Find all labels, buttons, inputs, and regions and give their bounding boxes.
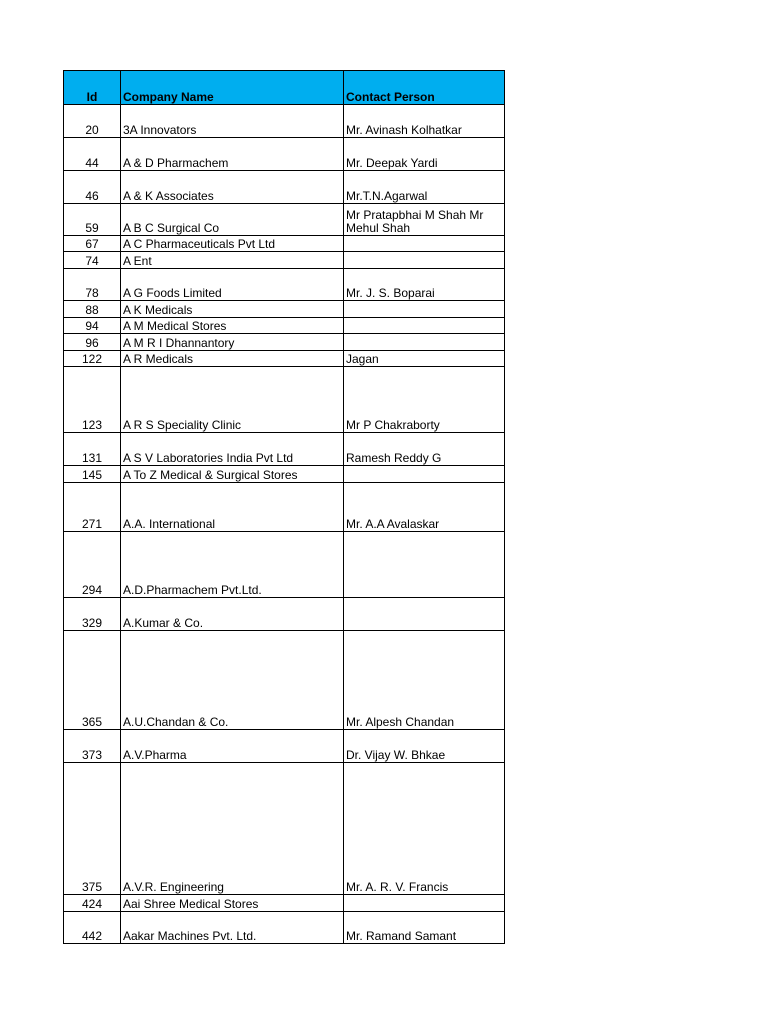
header-id: Id xyxy=(64,71,121,105)
cell-id: 271 xyxy=(64,483,121,532)
cell-company: Aai Shree Medical Stores xyxy=(121,895,344,912)
cell-id: 373 xyxy=(64,730,121,763)
table-row xyxy=(64,598,505,631)
cell-id: 424 xyxy=(64,895,121,912)
cell-company: A C Pharmaceuticals Pvt Ltd xyxy=(121,236,344,252)
cell-company: A.V.R. Engineering xyxy=(121,763,344,895)
table-row xyxy=(64,912,505,944)
cell-contact: Mr P Chakraborty xyxy=(344,367,505,433)
cell-company: A.Kumar & Co. xyxy=(121,598,344,631)
cell-contact: Mr. J. S. Boparai xyxy=(344,269,505,301)
cell-contact xyxy=(344,532,505,598)
cell-contact: Mr. Deepak Yardi xyxy=(344,138,505,171)
cell-company: A & K Associates xyxy=(121,171,344,204)
cell-company: Aakar Machines Pvt. Ltd. xyxy=(121,912,344,944)
table-row xyxy=(64,433,505,466)
cell-contact: Mr. Ramand Samant xyxy=(344,912,505,944)
table-row xyxy=(64,631,505,730)
cell-company: A B C Surgical Co xyxy=(121,204,344,236)
table-row xyxy=(64,532,505,598)
table-row xyxy=(64,483,505,532)
table-row xyxy=(64,318,505,334)
cell-id: 123 xyxy=(64,367,121,433)
cell-id: 88 xyxy=(64,301,121,318)
cell-contact xyxy=(344,466,505,483)
header-company-name: Company Name xyxy=(121,71,344,105)
header-contact-person: Contact Person xyxy=(344,71,505,105)
cell-id: 67 xyxy=(64,236,121,252)
table-row xyxy=(64,367,505,433)
table-row xyxy=(64,236,505,252)
cell-id: 329 xyxy=(64,598,121,631)
cell-contact: Mr.T.N.Agarwal xyxy=(344,171,505,204)
cell-id: 375 xyxy=(64,763,121,895)
cell-company: A & D Pharmachem xyxy=(121,138,344,171)
cell-contact: Mr. Alpesh Chandan xyxy=(344,631,505,730)
cell-contact xyxy=(344,236,505,252)
table-row xyxy=(64,171,505,204)
cell-id: 294 xyxy=(64,532,121,598)
table-row xyxy=(64,351,505,367)
cell-id: 20 xyxy=(64,105,121,138)
cell-contact: Dr. Vijay W. Bhkae xyxy=(344,730,505,763)
cell-id: 59 xyxy=(64,204,121,236)
cell-company: A R S Speciality Clinic xyxy=(121,367,344,433)
cell-company: A.A. International xyxy=(121,483,344,532)
cell-contact xyxy=(344,598,505,631)
cell-contact: Ramesh Reddy G xyxy=(344,433,505,466)
cell-contact: Mr. Avinash Kolhatkar xyxy=(344,105,505,138)
table-row xyxy=(64,334,505,351)
table-row xyxy=(64,204,505,236)
cell-company: A.D.Pharmachem Pvt.Ltd. xyxy=(121,532,344,598)
cell-company: A.V.Pharma xyxy=(121,730,344,763)
table-row xyxy=(64,252,505,269)
company-contacts-table xyxy=(63,70,505,944)
cell-company: A K Medicals xyxy=(121,301,344,318)
cell-contact: Mr Pratapbhai M Shah Mr Mehul Shah xyxy=(344,204,505,236)
cell-contact xyxy=(344,252,505,269)
cell-contact: Mr. A. R. V. Francis xyxy=(344,763,505,895)
cell-contact xyxy=(344,301,505,318)
table-row xyxy=(64,301,505,318)
cell-id: 46 xyxy=(64,171,121,204)
cell-id: 145 xyxy=(64,466,121,483)
cell-id: 44 xyxy=(64,138,121,171)
cell-id: 94 xyxy=(64,318,121,334)
cell-company: A Ent xyxy=(121,252,344,269)
cell-company: A To Z Medical & Surgical Stores xyxy=(121,466,344,483)
table-row xyxy=(64,138,505,171)
cell-id: 365 xyxy=(64,631,121,730)
table-row xyxy=(64,895,505,912)
cell-contact: Mr. A.A Avalaskar xyxy=(344,483,505,532)
cell-contact xyxy=(344,334,505,351)
cell-company: A M R I Dhannantory xyxy=(121,334,344,351)
table-row xyxy=(64,269,505,301)
cell-company: A M Medical Stores xyxy=(121,318,344,334)
table-row xyxy=(64,730,505,763)
table-row xyxy=(64,763,505,895)
cell-id: 74 xyxy=(64,252,121,269)
cell-id: 131 xyxy=(64,433,121,466)
cell-id: 78 xyxy=(64,269,121,301)
cell-id: 122 xyxy=(64,351,121,367)
table-row xyxy=(64,466,505,483)
cell-id: 96 xyxy=(64,334,121,351)
cell-contact xyxy=(344,318,505,334)
cell-contact: Jagan xyxy=(344,351,505,367)
cell-company: A R Medicals xyxy=(121,351,344,367)
header-row xyxy=(64,71,505,105)
cell-contact xyxy=(344,895,505,912)
cell-id: 442 xyxy=(64,912,121,944)
cell-company: A.U.Chandan & Co. xyxy=(121,631,344,730)
cell-company: A S V Laboratories India Pvt Ltd xyxy=(121,433,344,466)
cell-company: 3A Innovators xyxy=(121,105,344,138)
cell-company: A G Foods Limited xyxy=(121,269,344,301)
table-row xyxy=(64,105,505,138)
